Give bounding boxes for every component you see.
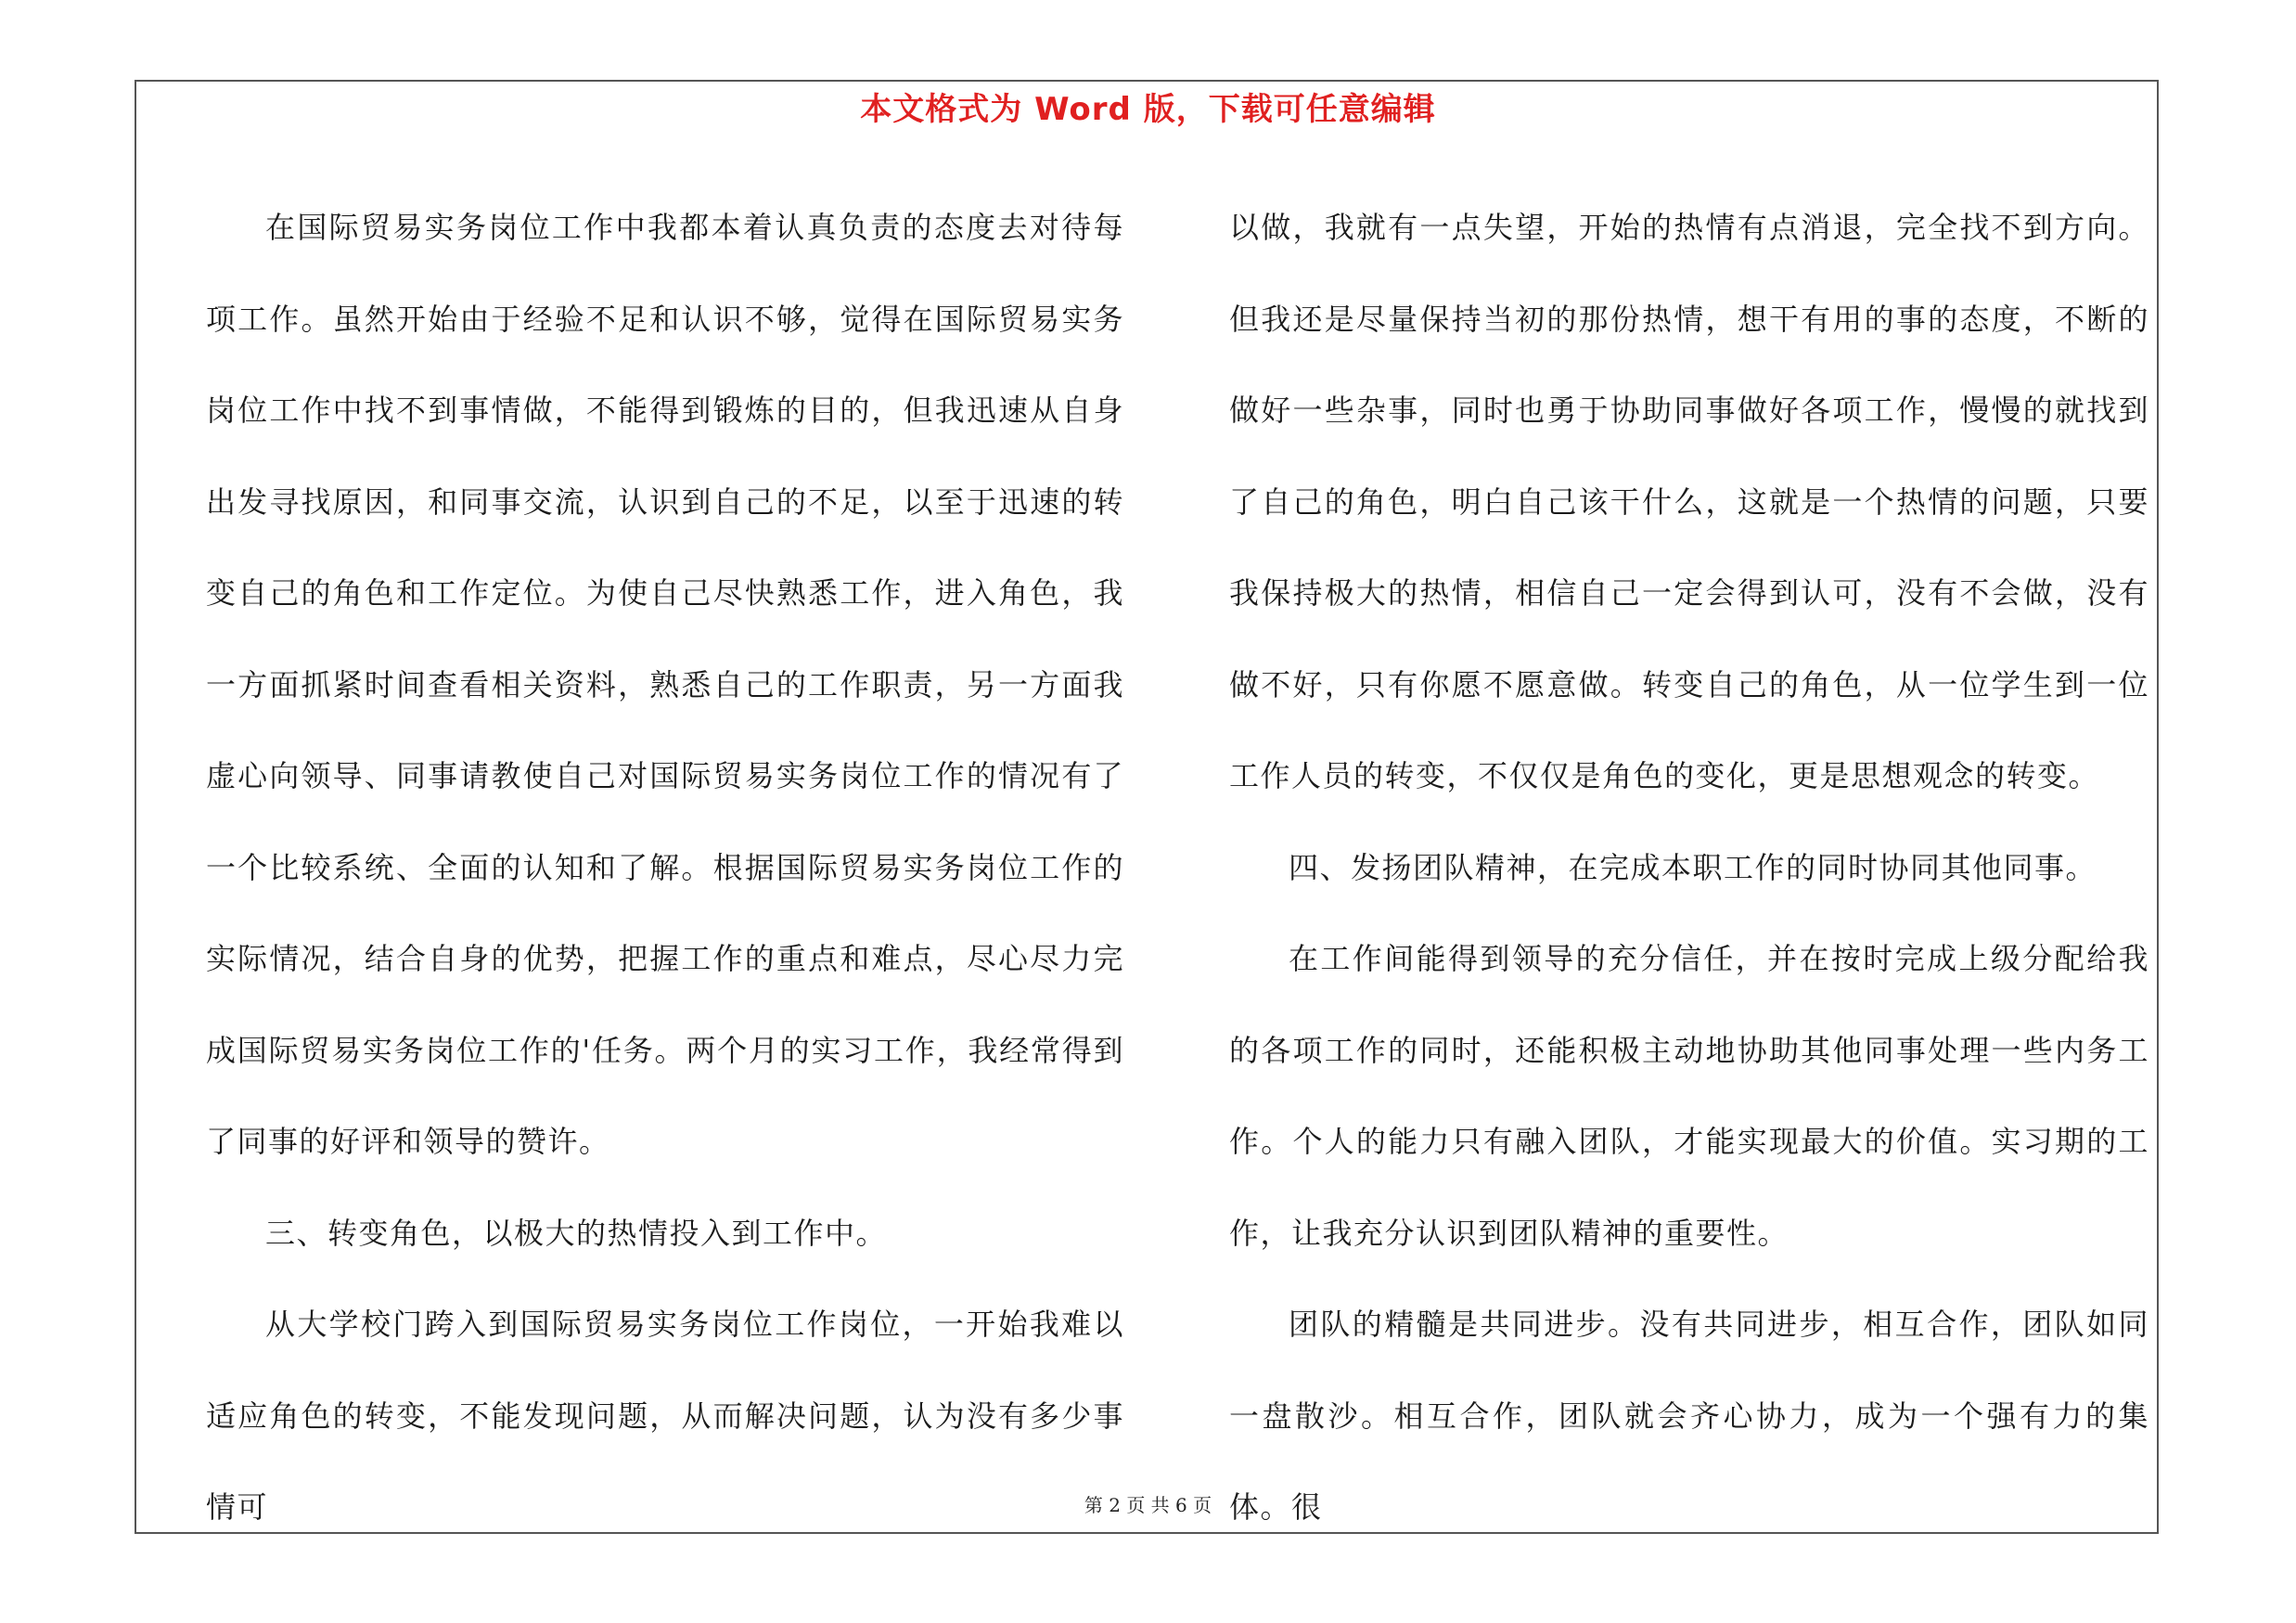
format-banner: 本文格式为 Word 版，下载可任意编辑 xyxy=(860,91,1436,128)
body-paragraph: 团队的精髓是共同进步。没有共同进步，相互合作，团队如同一盘散沙。相互合作，团队就会齐心协力，成为一个强有力的集体。很 xyxy=(1229,1307,2149,1525)
body-paragraph: 从大学校门跨入到国际贸易实务岗位工作岗位，一开始我难以适应角色的转变，不能发现问题，从而解决问题，认为没有多少事情可 xyxy=(206,1307,1124,1525)
left-text-column xyxy=(206,182,1124,1553)
section-heading: 三、转变角色，以极大的热情投入到工作中。 xyxy=(265,1215,888,1251)
body-paragraph-continued: 以做，我就有一点失望，开始的热情有点消退，完全找不到方向。但我还是尽量保持当初的那份热情，想干有用的事的态度，不断的做好一些杂事，同时也勇于协助同事做好各项工作，慢慢的就找到了自己的角色，明白自己该干什么，这就是一个热情的问题，只要我保持极大的热情，相信自己一定会得到认可，没有不会做，没有做不好，只有你愿不愿意做。转变自己的角色，从一位学生到一位工作人员的转变，不仅仅是角色的变化，更是思想观念的转变。 xyxy=(1229,210,2149,793)
page-number-footer: 第 2 页 共 6 页 xyxy=(1084,1494,1212,1516)
section-heading: 四、发扬团队精神，在完成本职工作的同时协同其他同事。 xyxy=(1289,849,2097,885)
right-text-column xyxy=(1229,182,2149,1553)
body-paragraph: 在国际贸易实务岗位工作中我都本着认真负责的态度去对待每项工作。虽然开始由于经验不足和认识不够，觉得在国际贸易实务岗位工作中找不到事情做，不能得到锻炼的目的，但我迅速从自身出发寻找原因，和同事交流，认识到自己的不足，以至于迅速的转变自己的角色和工作定位。为使自己尽快熟悉工作，进入角色，我一方面抓紧时间查看相关资料，熟悉自己的工作职责，另一方面我虚心向领导、同事请教使自己对国际贸易实务岗位工作的情况有了一个比较系统、全面的认知和了解。根据国际贸易实务岗位工作的实际情况，结合自身的优势，把握工作的重点和难点，尽心尽力完成国际贸易实务岗位工作的'任务。两个月的实习工作，我经常得到了同事的好评和领导的赞许。 xyxy=(206,210,1124,1159)
body-paragraph: 在工作间能得到领导的充分信任，并在按时完成上级分配给我的各项工作的同时，还能积极主动地协助其他同事处理一些内务工作。个人的能力只有融入团队，才能实现最大的价值。实习期的工作，让我充分认识到团队精神的重要性。 xyxy=(1229,941,2149,1251)
